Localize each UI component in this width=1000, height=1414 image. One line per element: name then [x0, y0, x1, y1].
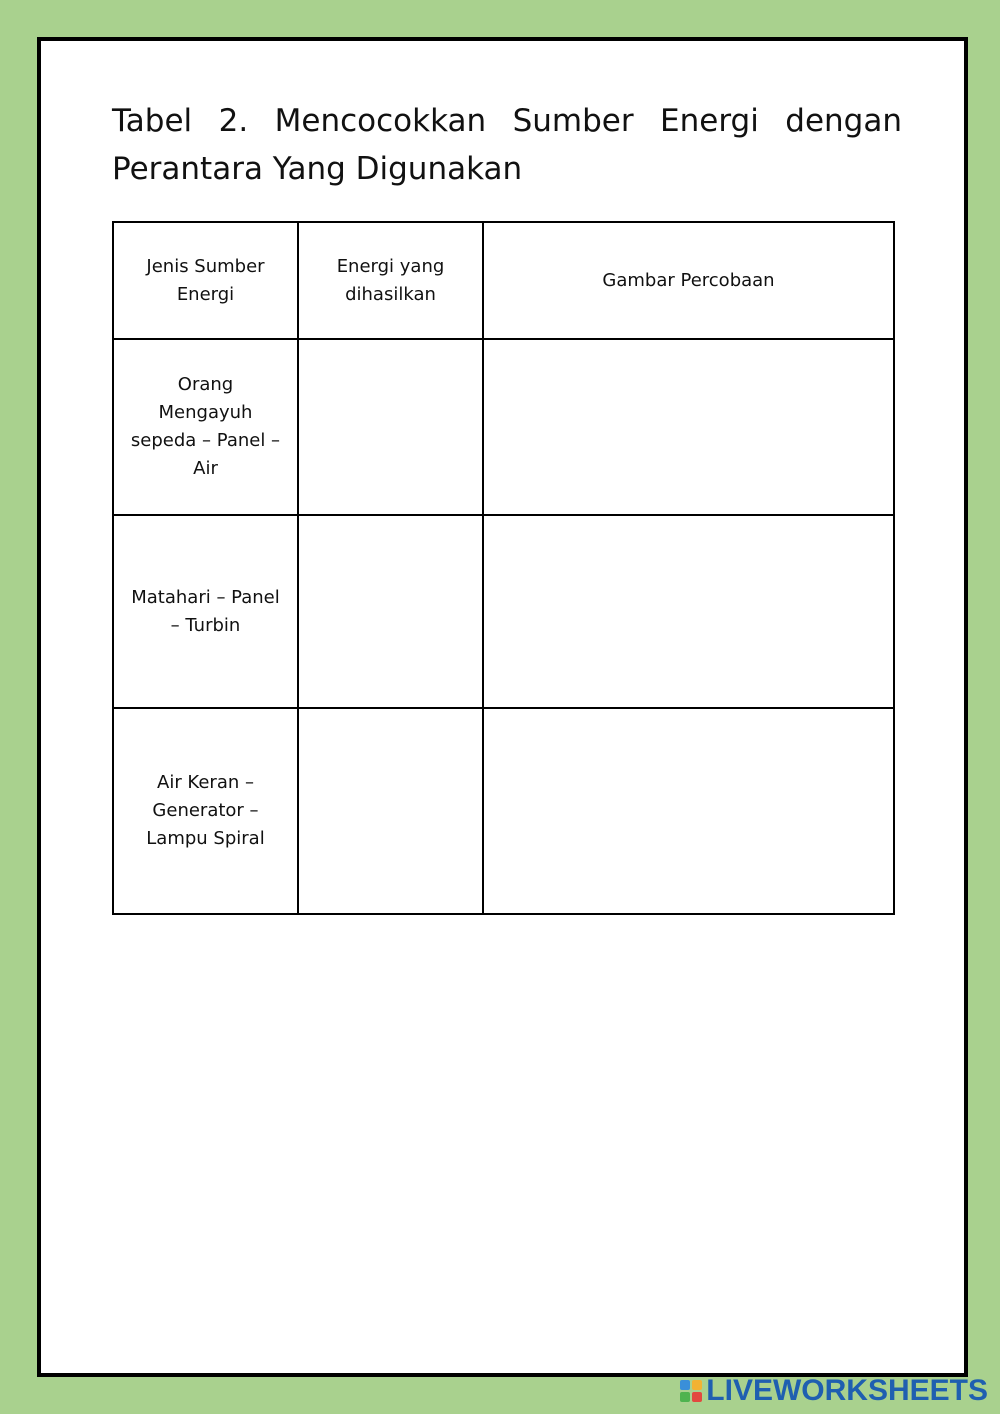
- energy-produced-answer-cell[interactable]: [298, 708, 483, 914]
- table-row: [113, 339, 894, 515]
- energy-source-cell: Air Keran – Generator – Lampu Spiral: [113, 708, 298, 914]
- liveworksheets-watermark: [680, 1374, 988, 1408]
- logo-square-red: [692, 1392, 702, 1402]
- logo-square-yellow: [692, 1380, 702, 1390]
- header-energy-produced: Energi yang dihasilkan: [298, 222, 483, 339]
- energy-produced-answer-cell[interactable]: [298, 515, 483, 708]
- liveworksheets-logo-icon: [680, 1380, 702, 1402]
- logo-square-green: [680, 1392, 690, 1402]
- table-header-row: [113, 222, 894, 339]
- table-row: [113, 515, 894, 708]
- energy-source-cell: Orang Mengayuh sepeda – Panel – Air: [113, 339, 298, 515]
- watermark-text: LIVEWORKSHEETS: [706, 1374, 988, 1407]
- experiment-picture-answer-cell[interactable]: [483, 339, 894, 515]
- header-experiment-picture: Gambar Percobaan: [483, 222, 894, 339]
- table-row: [113, 708, 894, 914]
- header-energy-source-type: Jenis Sumber Energi: [113, 222, 298, 339]
- experiment-picture-answer-cell[interactable]: [483, 708, 894, 914]
- worksheet-page: [37, 37, 968, 1377]
- energy-source-cell: Matahari – Panel – Turbin: [113, 515, 298, 708]
- energy-produced-answer-cell[interactable]: [298, 339, 483, 515]
- energy-matching-table: [112, 221, 895, 915]
- page-title: Tabel 2. Mencocokkan Sumber Energi dengan Perantara Yang Digunakan: [112, 103, 902, 187]
- experiment-picture-answer-cell[interactable]: [483, 515, 894, 708]
- logo-square-blue: [680, 1380, 690, 1390]
